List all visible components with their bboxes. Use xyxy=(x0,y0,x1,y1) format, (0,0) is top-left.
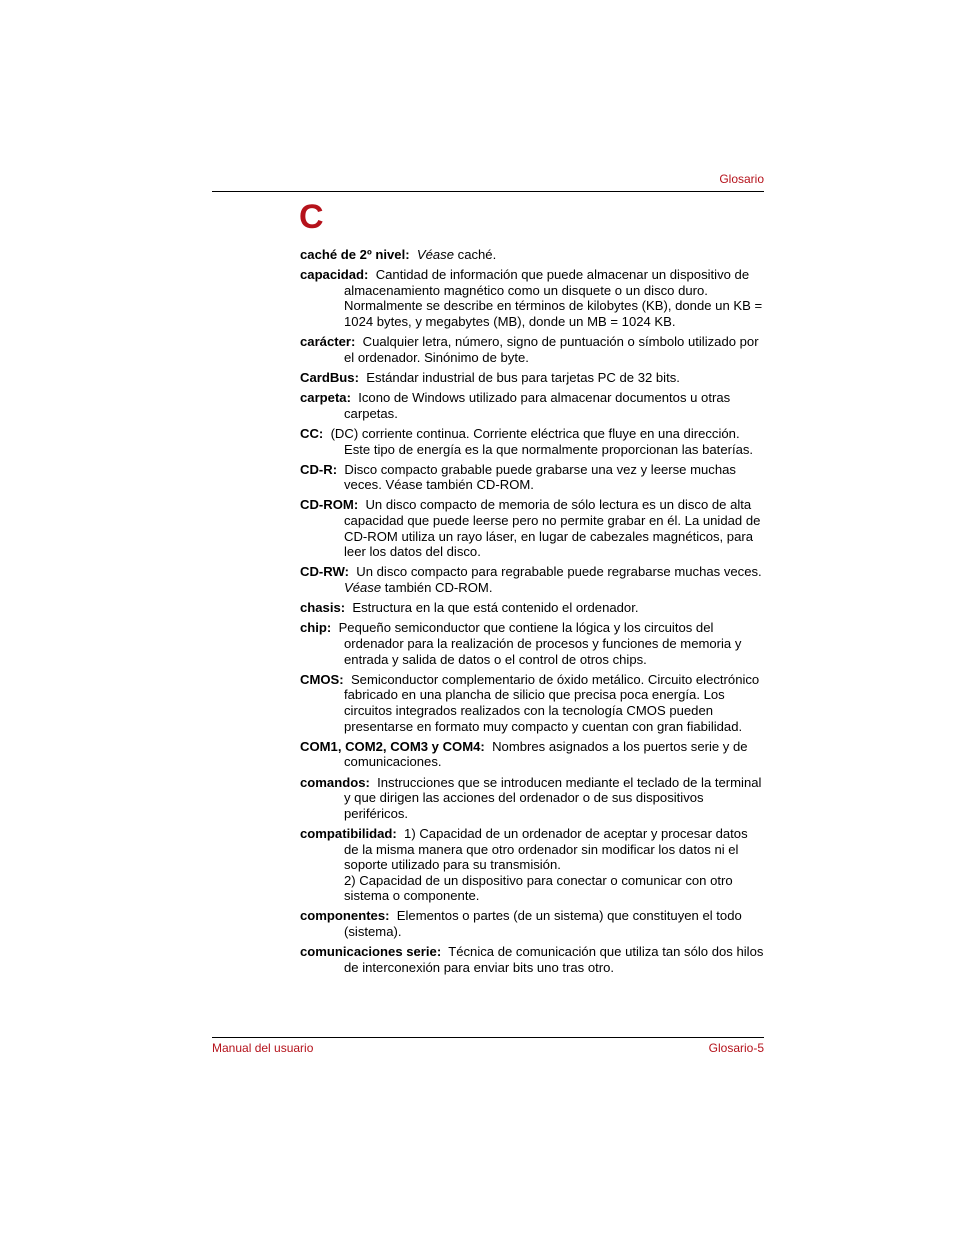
glossary-definition: Icono de Windows utilizado para almacenar documentos u otras carpetas. xyxy=(344,390,731,421)
glossary-definition: (DC) corriente continua. Corriente eléctrica que fluye en una dirección. Este tipo de energía es la que normalmente proporcionan las baterías. xyxy=(330,425,754,457)
glossary-entry xyxy=(300,267,764,329)
glossary-entry xyxy=(300,497,764,559)
glossary-entry xyxy=(300,775,764,822)
glossary-term: CMOS: xyxy=(300,671,344,687)
glossary-entry xyxy=(300,672,764,734)
glossary-term: caché de 2º nivel: xyxy=(300,247,410,262)
glossary-entry xyxy=(300,620,764,667)
glossary-definition-second: 2) Capacidad de un dispositivo para conectar o comunicar con otro sistema o componente. xyxy=(344,872,733,904)
glossary-definition: Cantidad de información que puede almacenar un dispositivo de almacenamiento magnético como un disquete o un disco duro. Normalmente se describe en términos de kilobytes (KB), donde un KB = 1024 bytes, y megabytes (MB), donde un MB = 1024 KB. xyxy=(344,267,763,329)
glossary-entry xyxy=(300,600,764,616)
glossary-definition: Un disco compacto de memoria de sólo lectura es un disco de alta capacidad que puede leerse pero no permite grabar en él. La unidad de CD-ROM utiliza un rayo láser, en lugar de cabezales magnéticos, para leer los datos del disco. xyxy=(344,497,761,560)
glossary-term: compatibilidad: xyxy=(300,825,397,841)
footer-page-number: Glosario-5 xyxy=(708,1041,764,1055)
glossary-entry xyxy=(300,390,764,421)
glossary-term: CardBus: xyxy=(300,369,359,385)
glossary-definition: 1) Capacidad de un ordenador de aceptar y procesar datos de la misma manera que otro ordenador sin modificar los datos ni el soporte utilizado para su transmisión. xyxy=(344,825,748,873)
glossary-definition-tail: también CD-ROM. xyxy=(381,580,493,596)
glossary-term: carpeta: xyxy=(300,390,351,406)
glossary-entry xyxy=(300,908,764,939)
glossary-entry xyxy=(300,462,764,493)
glossary-entries xyxy=(300,247,764,980)
section-letter: C xyxy=(299,198,324,236)
header-section-label: Glosario xyxy=(719,172,764,186)
glossary-entry xyxy=(300,334,764,365)
header-rule xyxy=(212,191,764,192)
glossary-entry xyxy=(300,944,764,975)
glossary-crossref: Véase xyxy=(344,580,382,596)
glossary-definition: Estándar industrial de bus para tarjetas PC de 32 bits. xyxy=(366,369,680,385)
glossary-definition: Pequeño semiconductor que contiene la lógica y los circuitos del ordenador para la realización de procesos y funciones de memoria y entrada y salida de datos o el control de otros chips. xyxy=(338,620,742,667)
glossary-definition-tail: caché. xyxy=(454,247,497,262)
glossary-entry xyxy=(300,247,764,263)
glossary-crossref: Véase xyxy=(416,247,455,262)
glossary-term: chasis: xyxy=(300,600,346,616)
glossary-term: chip: xyxy=(300,620,332,636)
glossary-entry xyxy=(300,826,764,904)
footer-rule xyxy=(212,1037,764,1038)
glossary-definition: Un disco compacto para regrabable puede regrabarse muchas veces. xyxy=(356,564,762,580)
glossary-definition: Nombres asignados a los puertos serie y de comunicaciones. xyxy=(344,738,748,770)
glossary-entry xyxy=(300,426,764,457)
glossary-term: CD-R: xyxy=(300,461,338,477)
glossary-term: CC: xyxy=(300,425,324,441)
glossary-term: CD-RW: xyxy=(300,564,349,580)
glossary-definition: Estructura en la que está contenido el ordenador. xyxy=(352,600,639,616)
glossary-entry xyxy=(300,739,764,770)
glossary-term: comunicaciones serie: xyxy=(300,944,442,960)
glossary-entry xyxy=(300,564,764,595)
glossary-term: COM1, COM2, COM3 y COM4: xyxy=(300,738,485,754)
glossary-term: componentes: xyxy=(300,908,390,924)
glossary-definition: Semiconductor complementario de óxido metálico. Circuito electrónico fabricado en una plancha de silicio que precisa poca energía. Los circuitos integrados realizados con la tecnología CMOS pueden presentarse en formato muy compacto y cuentan con gran fiabilidad. xyxy=(344,671,760,734)
glossary-definition: Cualquier letra, número, signo de puntuación o símbolo utilizado por el ordenador. Sinónimo de byte. xyxy=(344,334,759,365)
glossary-definition: Disco compacto grabable puede grabarse una vez y leerse muchas veces. Véase también CD-ROM. xyxy=(344,461,736,493)
glossary-term: carácter: xyxy=(300,334,356,350)
glossary-definition: Instrucciones que se introducen mediante el teclado de la terminal y que dirigen las acciones del ordenador o de sus dispositivos periféricos. xyxy=(344,774,762,821)
glossary-definition: Elementos o partes (de un sistema) que constituyen el todo (sistema). xyxy=(344,908,742,940)
glossary-term: comandos: xyxy=(300,774,370,790)
glossary-term: CD-ROM: xyxy=(300,497,359,513)
glossary-term: capacidad: xyxy=(300,267,369,283)
footer-manual-title: Manual del usuario xyxy=(212,1041,314,1055)
glossary-entry xyxy=(300,370,764,386)
glossary-definition: Técnica de comunicación que utiliza tan sólo dos hilos de interconexión para enviar bits uno tras otro. xyxy=(344,944,764,975)
